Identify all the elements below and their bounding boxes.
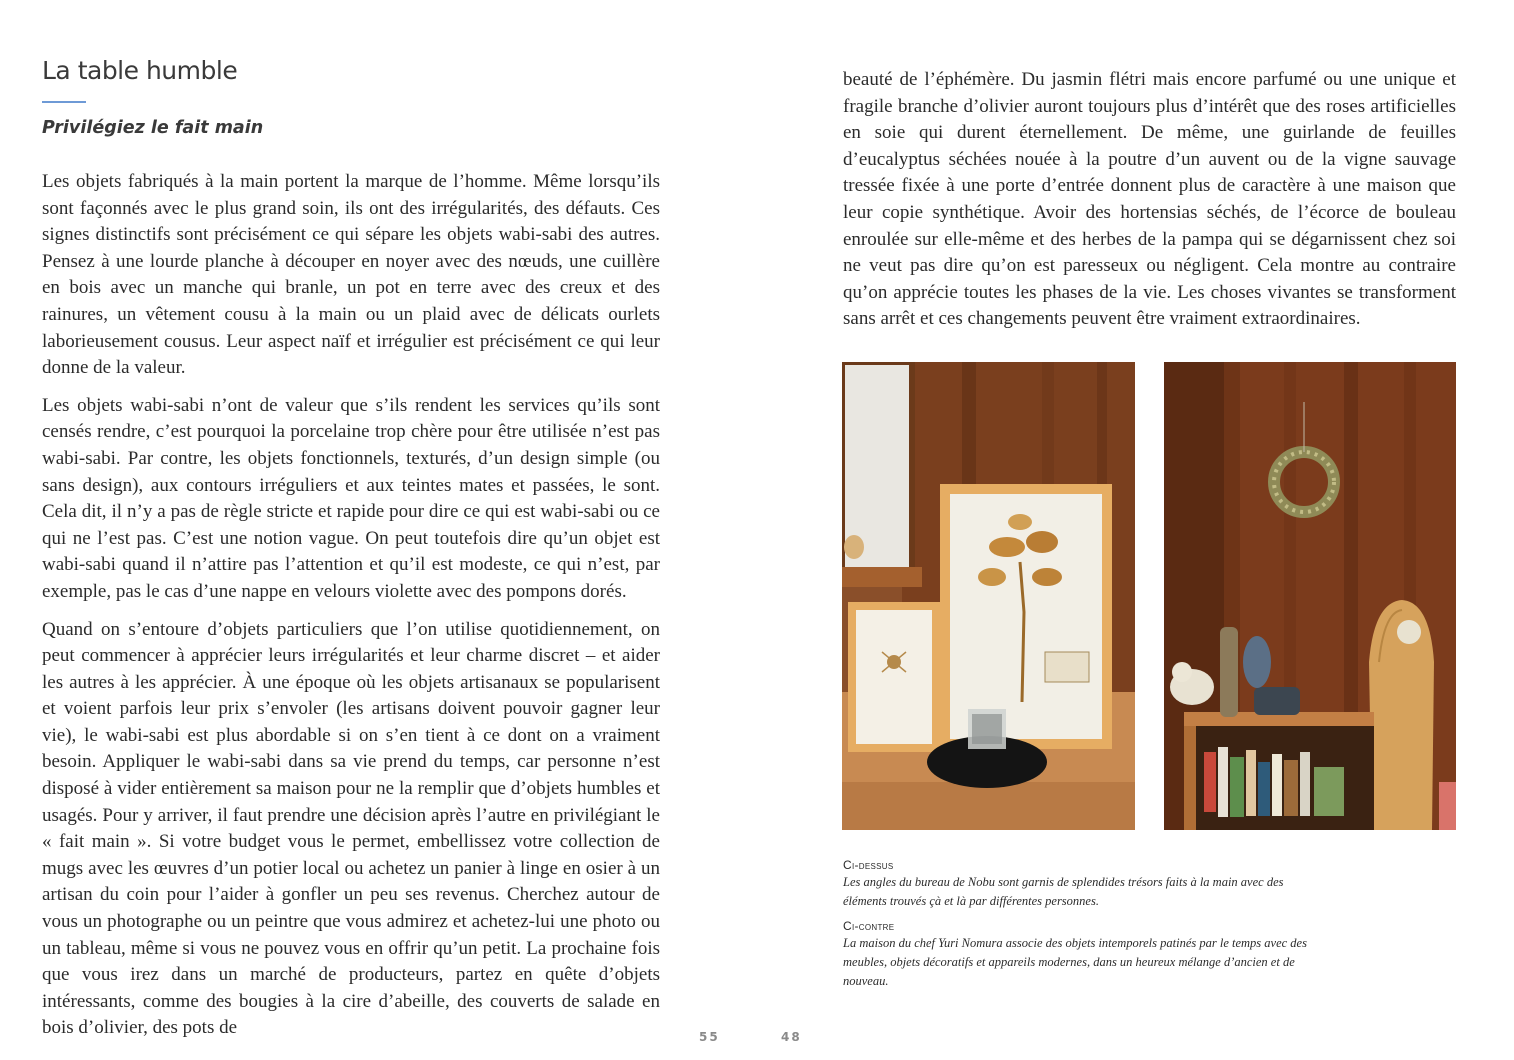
body-paragraph: Les objets fabriqués à la main portent la marque de l’homme. Même lorsqu’ils sont façonnés avec le plus grand soin, ils ont des irrégularités, des défauts. Ces signes distinctifs sont précisément ce qui sépare les objets wabi-sabi des autres. Pensez à une lourde planche à découper en noyer avec des nœuds, une cuillère en bois avec un manche qui branle, un pot en terre avec des creux et des rainures, un vêtement cousu à la main ou un plaid avec de délicats ourlets laborieusement cousus. Leur aspect naïf et irrégulier est précisément ce qui leur donne de la valeur.	[42, 171, 660, 379]
photo-wood-corner-wreath-image	[1164, 362, 1456, 830]
page-number-left: 55	[699, 1030, 720, 1044]
left-body-text	[42, 169, 660, 1042]
photo-captions	[843, 857, 1313, 998]
right-body-text	[843, 67, 1456, 333]
caption-text: Les angles du bureau de Nobu sont garnis de splendides trésors faits à la main avec des éléments trouvés çà et là par différentes personnes.	[843, 875, 1284, 908]
section-subtitle: Privilégiez le fait main	[42, 118, 264, 138]
photo-pressed-plant-frames	[842, 362, 1135, 830]
title-underline	[42, 101, 86, 103]
caption-heading: Ci-dessus	[843, 858, 894, 872]
photo-wood-corner-wreath	[1164, 362, 1456, 830]
caption-text: La maison du chef Yuri Nomura associe des objets intemporels patinés par le temps avec des meubles, objets décoratifs et appareils modernes, dans un heureux mélange d’ancien et de nouveau.	[843, 936, 1307, 988]
body-paragraph: beauté de l’éphémère. Du jasmin flétri mais encore parfumé ou une unique et fragile branche d’olivier auront toujours plus d’intérêt que des roses artificielles en soie qui durent éternellement. De même, une guirlande de feuilles d’eucalyptus séchées nouée à la poutre d’un auvent ou de la vigne sauvage tressée fixée à une porte d’entrée donnent plus de caractère à une maison que leur copie synthétique. Avoir des hortensias séchés, de l’écorce de bouleau enroulée sur elle-même et des herbes de la pampa qui se dégarnissent chez soi ne veut pas dire qu’on est paresseux ou négligent. Cela montre au contraire qu’on apprécie toutes les phases de la vie. Les choses vivantes se transforment sans arrêt et ces changements peuvent être vraiment extraordinaires.	[843, 69, 1456, 330]
page-number-right: 48	[781, 1030, 802, 1044]
body-paragraph: Les objets wabi-sabi n’ont de valeur que s’ils rendent les services qu’ils sont censés rendre, c’est pourquoi la porcelaine trop chère pour être utilisée n’est pas wabi-sabi. Par contre, les objets fonctionnels, texturés, d’un design simple (ou sans design), aux contours irréguliers et aux teintes mates et passées, le sont. Cela dit, il n’y a pas de règle stricte et rapide pour dire ce qui est wabi-sabi ou ce qui ne l’est pas. C’est une notion vague. On peut toutefois dire qu’un objet est wabi-sabi quand il n’attire pas l’attention et qu’il est modeste, ce qui n’est, par exemple, pas le cas d’une nappe en velours violette avec des pompons dorés.	[42, 394, 660, 602]
caption-heading: Ci-contre	[843, 919, 895, 933]
body-paragraph: Quand on s’entoure d’objets particuliers que l’on utilise quotidiennement, on peut commencer à apprécier leurs irrégularités et leur charme discret – et aider les autres à les apprécier. À une époque où les objets artisanaux se popularisent et voient parfois leur prix s’envoler (les artisans doivent pouvoir gagner leur vie), le wabi-sabi est plus abordable si on s’en tient à ce dont on a vraiment besoin. Appliquer le wabi-sabi dans sa vie prend du temps, car personne n’est disposé à vider entièrement sa maison pour ne la remplir que d’objets humbles et usagés. Pour y arriver, il faut prendre une décision après l’autre en privilégiant le « fait main ». Si votre budget vous le permet, embellissez votre collection de mugs avec les œuvres d’un potier local ou achetez un panier à linge en osier à un artisan du coin pour l’aider à gonfler un peu ses revenus. Cherchez autour de vous un photographe ou un peintre que vous admirez et achetez-lui une photo ou un tableau, même si vous ne pouvez vous en offrir qu’un petit. La prochaine fois que vous irez dans un marché de producteurs, partez en quête d’objets intéressants, comme des bougies à la cire d’abeille, des couverts de salade en bois d’olivier, des pots de	[42, 618, 660, 1039]
photo-pressed-plant-frames-image	[842, 362, 1135, 830]
section-title: La table humble	[42, 56, 238, 85]
